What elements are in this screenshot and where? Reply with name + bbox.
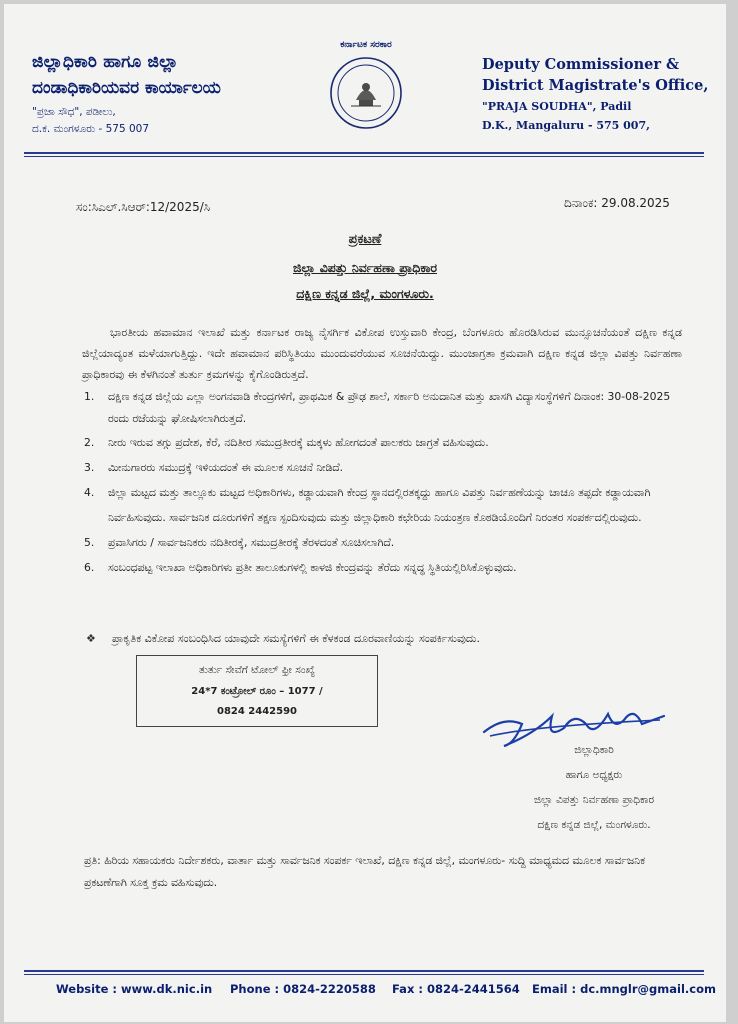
- list-item-number: 2.: [84, 436, 95, 449]
- footer-divider: [24, 970, 704, 972]
- letterhead-emblem: [322, 40, 410, 134]
- intro-paragraph: ಭಾರತೀಯ ಹವಾಮಾನ ಇಲಾಖೆ ಮತ್ತು ಕರ್ನಾಟಕ ರಾಜ್ಯ ನೈಸರ್ಗಿಕ ವಿಕೋಪ ಉಸ್ತುವಾರಿ ಕೇಂದ್ರ, ಬೆಂಗಳೂರು ಹೊರಡಿಸಿರುವ ಮುನ್ಸೂಚನೆಯಂತೆ ದಕ್ಷಿಣ ಕನ್ನಡ ಜಿಲ್ಲೆಯಾದ್ಯಂತ ಮಳೆಯಾಗುತ್ತಿದ್ದು. ಇದೇ ಹವಾಮಾನ ಪರಿಸ್ಥಿತಿಯು ಮುಂದುವರೆಯುವ ಸೂಚನೆಯಿದ್ದು. ಮುಂಜಾಗ್ರತಾ ಕ್ರಮವಾಗಿ ದಕ್ಷಿಣ ಕನ್ನಡ ಜಿಲ್ಲಾ ವಿಪತ್ತು ನಿರ್ವಹಣಾ ಪ್ರಾಧಿಕಾರವು ಈ ಕೆಳಗಿನಂತೆ ತುರ್ತು ಕ್ರಮಗಳನ್ನು ಕೈಗೊಂಡಿರುತ್ತದೆ.: [82, 326, 682, 381]
- footer-divider-thin: [24, 974, 704, 975]
- list-item: [84, 455, 684, 480]
- list-item-number: 5.: [84, 536, 95, 549]
- list-item: [84, 386, 684, 430]
- list-item-text: ಮೀನುಗಾರರು ಸಮುದ್ರಕ್ಕೆ ಇಳಿಯದಂತೆ ಈ ಮೂಲಕ ಸೂಚನೆ ನೀಡಿದೆ.: [108, 461, 344, 474]
- list-item-number: 1.: [84, 390, 95, 403]
- letterhead-en-line2: District Magistrate's Office,: [482, 77, 709, 94]
- signatory-role: ಹಾಗೂ ಅಧ್ಯಕ್ಷರು: [565, 769, 623, 781]
- list-item: [84, 555, 684, 580]
- letterhead-divider-thin: [24, 156, 704, 157]
- list-item-number: 3.: [84, 461, 95, 474]
- letterhead-en-line4: D.K., Mangaluru - 575 007,: [482, 119, 650, 132]
- tollfree-label: ತುರ್ತು ಸೇವೆಗೆ ಟೋಲ್ ಫ್ರೀ ಸಂಖ್ಯೆ: [198, 664, 316, 676]
- letterhead-kn-line4: ದ.ಕ. ಮಂಗಳೂರು - 575 007: [32, 123, 150, 135]
- tollfree-box: [136, 655, 378, 727]
- notice-title: ಪ್ರಕಟಣೆ: [348, 232, 382, 247]
- letterhead-kn-line1: ಜಿಲ್ಲಾಧಿಕಾರಿ ಹಾಗೂ ಜಿಲ್ಲಾ: [32, 52, 179, 72]
- letterhead-english: [482, 56, 722, 132]
- karnataka-seal-icon: [329, 56, 403, 130]
- landline-number: 0824 2442590: [216, 706, 298, 717]
- list-item-text: ಜಿಲ್ಲಾ ಮಟ್ಟದ ಮತ್ತು ತಾಲ್ಲೂಕು ಮಟ್ಟದ ಅಧಿಕಾರಿಗಳು, ಕಡ್ಡಾಯವಾಗಿ ಕೇಂದ್ರ ಸ್ಥಾನದಲ್ಲಿರತಕ್ಕದ್ದು ಹಾಗೂ ವಿಪತ್ತು ನಿರ್ವಹಣೆಯನ್ನು ಚಾಚೂ ತಪ್ಪದೇ ಕಡ್ಡಾಯವಾಗಿ ನಿರ್ವಹಿಸುವುದು. ಸಾರ್ವಜನಿಕ ದೂರುಗಳಿಗೆ ತಕ್ಷಣ ಸ್ಪಂದಿಸುವುದು ಮತ್ತು ಜಿಲ್ಲಾಧಿಕಾರಿ ಕಛೇರಿಯ ನಿಯಂತ್ರಣ ಕೊಠಡಿಯೊಂದಿಗೆ ನಿರಂತರ ಸಂಪರ್ಕದಲ್ಲಿರುವುದು.: [108, 486, 651, 524]
- footer-email: Email : dc.mnglr@gmail.com: [532, 982, 716, 996]
- list-item-number: 6.: [84, 561, 95, 574]
- notice-location: ದಕ್ಷಿಣ ಕನ್ನಡ ಜಿಲ್ಲೆ, ಮಂಗಳೂರು.: [296, 286, 434, 301]
- footer-phone: Phone : 0824-2220588: [230, 982, 376, 996]
- notice-authority: ಜಿಲ್ಲಾ ವಿಪತ್ತು ನಿರ್ವಹಣಾ ಪ್ರಾಧಿಕಾರ: [292, 260, 438, 275]
- government-label: ಕರ್ನಾಟಕ ಸರಕಾರ: [340, 40, 392, 50]
- footer-fax: Fax : 0824-2441564: [392, 982, 520, 996]
- reference-number: ಸಂ:ಸಿಎಲ್.ಸಿಆರ್:12/2025/ಸಿ: [76, 200, 211, 214]
- list-item: [84, 430, 684, 455]
- footer-website: Website : www.dk.nic.in: [56, 982, 213, 996]
- document-date: ದಿನಾಂಕ: 29.08.2025: [564, 196, 670, 210]
- contact-note: [86, 632, 686, 646]
- contact-note-text: ಪ್ರಾಕೃತಿಕ ವಿಕೋಪ ಸಂಬಂಧಿಸಿದ ಯಾವುದೇ ಸಮಸ್ಯೆಗಳಿಗೆ ಈ ಕೆಳಕಂಡ ದೂರವಾಣಿಯನ್ನು ಸಂಪರ್ಕಿಸುವುದು.: [112, 632, 481, 645]
- signatory-authority: ಜಿಲ್ಲಾ ವಿಪತ್ತು ನಿರ್ವಹಣಾ ಪ್ರಾಧಿಕಾರ: [533, 794, 655, 806]
- list-item-text: ಸಂಬಂಧಪಟ್ಟ ಇಲಾಖಾ ಅಧಿಕಾರಿಗಳು ಪ್ರತೀ ತಾಲೂಕುಗಳಲ್ಲಿ ಕಾಳಜಿ ಕೇಂದ್ರವನ್ನು ತೆರೆದು ಸನ್ನದ್ಧ ಸ್ಥಿತಿಯಲ್ಲಿರಿಸಿಕೊಳ್ಳುವುದು.: [108, 561, 517, 574]
- signatory-title: ಜಿಲ್ಲಾಧಿಕಾರಿ: [574, 744, 614, 756]
- instruction-list: [84, 386, 684, 580]
- signatory-block: [474, 744, 714, 844]
- list-item-text: ಪ್ರವಾಸಿಗರು / ಸಾರ್ವಜನಿಕರು ನದಿತೀರಕ್ಕೆ, ಸಮುದ್ರತೀರಕ್ಕೆ ತೆರಳದಂತೆ ಸೂಚಿಸಲಾಗಿದೆ.: [108, 536, 395, 549]
- letterhead-kannada: [32, 52, 322, 136]
- letterhead-kn-line3: "ಪ್ರಜಾ ಸೌಧ", ಪಡೀಲು,: [32, 106, 116, 118]
- letterhead-en-line1: Deputy Commissioner &: [482, 56, 680, 73]
- list-item-text: ನೀರು ಇರುವ ತಗ್ಗು ಪ್ರದೇಶ, ಕೆರೆ, ನದಿತೀರ ಸಮುದ್ರತೀರಕ್ಕೆ ಮಕ್ಕಳು ಹೋಗದಂತೆ ಪಾಲಕರು ಜಾಗ್ರತೆ ವಹಿಸುವುದು.: [108, 436, 489, 449]
- list-item: [84, 530, 684, 555]
- document-page: [4, 4, 726, 1022]
- letterhead-kn-line2: ದಂಡಾಧಿಕಾರಿಯವರ ಕಾರ್ಯಾಲಯ: [32, 78, 221, 98]
- diamond-bullet-icon: ❖: [86, 632, 96, 645]
- copy-to: ಪ್ರತಿ: ಹಿರಿಯ ಸಹಾಯಕರು ನಿರ್ದೇಶಕರು, ವಾರ್ತಾ ಮತ್ತು ಸಾರ್ವಜನಿಕ ಸಂಪರ್ಕ ಇಲಾಖೆ, ದಕ್ಷಿಣ ಕನ್ನಡ ಜಿಲ್ಲೆ, ಮಂಗಳೂರು- ಸುದ್ದಿ ಮಾಧ್ಯಮದ ಮೂಲಕ ಸಾರ್ವಜನಿಕ ಪ್ರಕಟಣೆಗಾಗಿ ಸೂಕ್ತ ಕ್ರಮ ವಹಿಸುವುದು.: [84, 854, 645, 889]
- letterhead-en-line3: "PRAJA SOUDHA", Padil: [482, 100, 632, 113]
- list-item: [84, 480, 684, 530]
- list-item-number: 4.: [84, 486, 95, 499]
- list-item-text: ದಕ್ಷಿಣ ಕನ್ನಡ ಜಿಲ್ಲೆಯ ಎಲ್ಲಾ ಅಂಗನವಾಡಿ ಕೇಂದ್ರಗಳಿಗೆ, ಪ್ರಾಥಮಿಕ & ಪ್ರೌಢ ಶಾಲೆ, ಸರ್ಕಾರಿ ಅನುದಾನಿತ ಮತ್ತು ಖಾಸಗಿ ವಿದ್ಯಾಸಂಸ್ಥೆಗಳಿಗೆ ದಿನಾಂಕ: 30-08-2025 ರಂದು ರಜೆಯನ್ನು ಘೋಷಿಸಲಾಗಿರುತ್ತದೆ.: [108, 390, 671, 425]
- letterhead-divider: [24, 152, 704, 154]
- signatory-place: ದಕ್ಷಿಣ ಕನ್ನಡ ಜಿಲ್ಲೆ, ಮಂಗಳೂರು.: [537, 819, 651, 831]
- control-room-number: 24*7 ಕಂಟ್ರೋಲ್ ರೂಂ – 1077 /: [191, 686, 323, 697]
